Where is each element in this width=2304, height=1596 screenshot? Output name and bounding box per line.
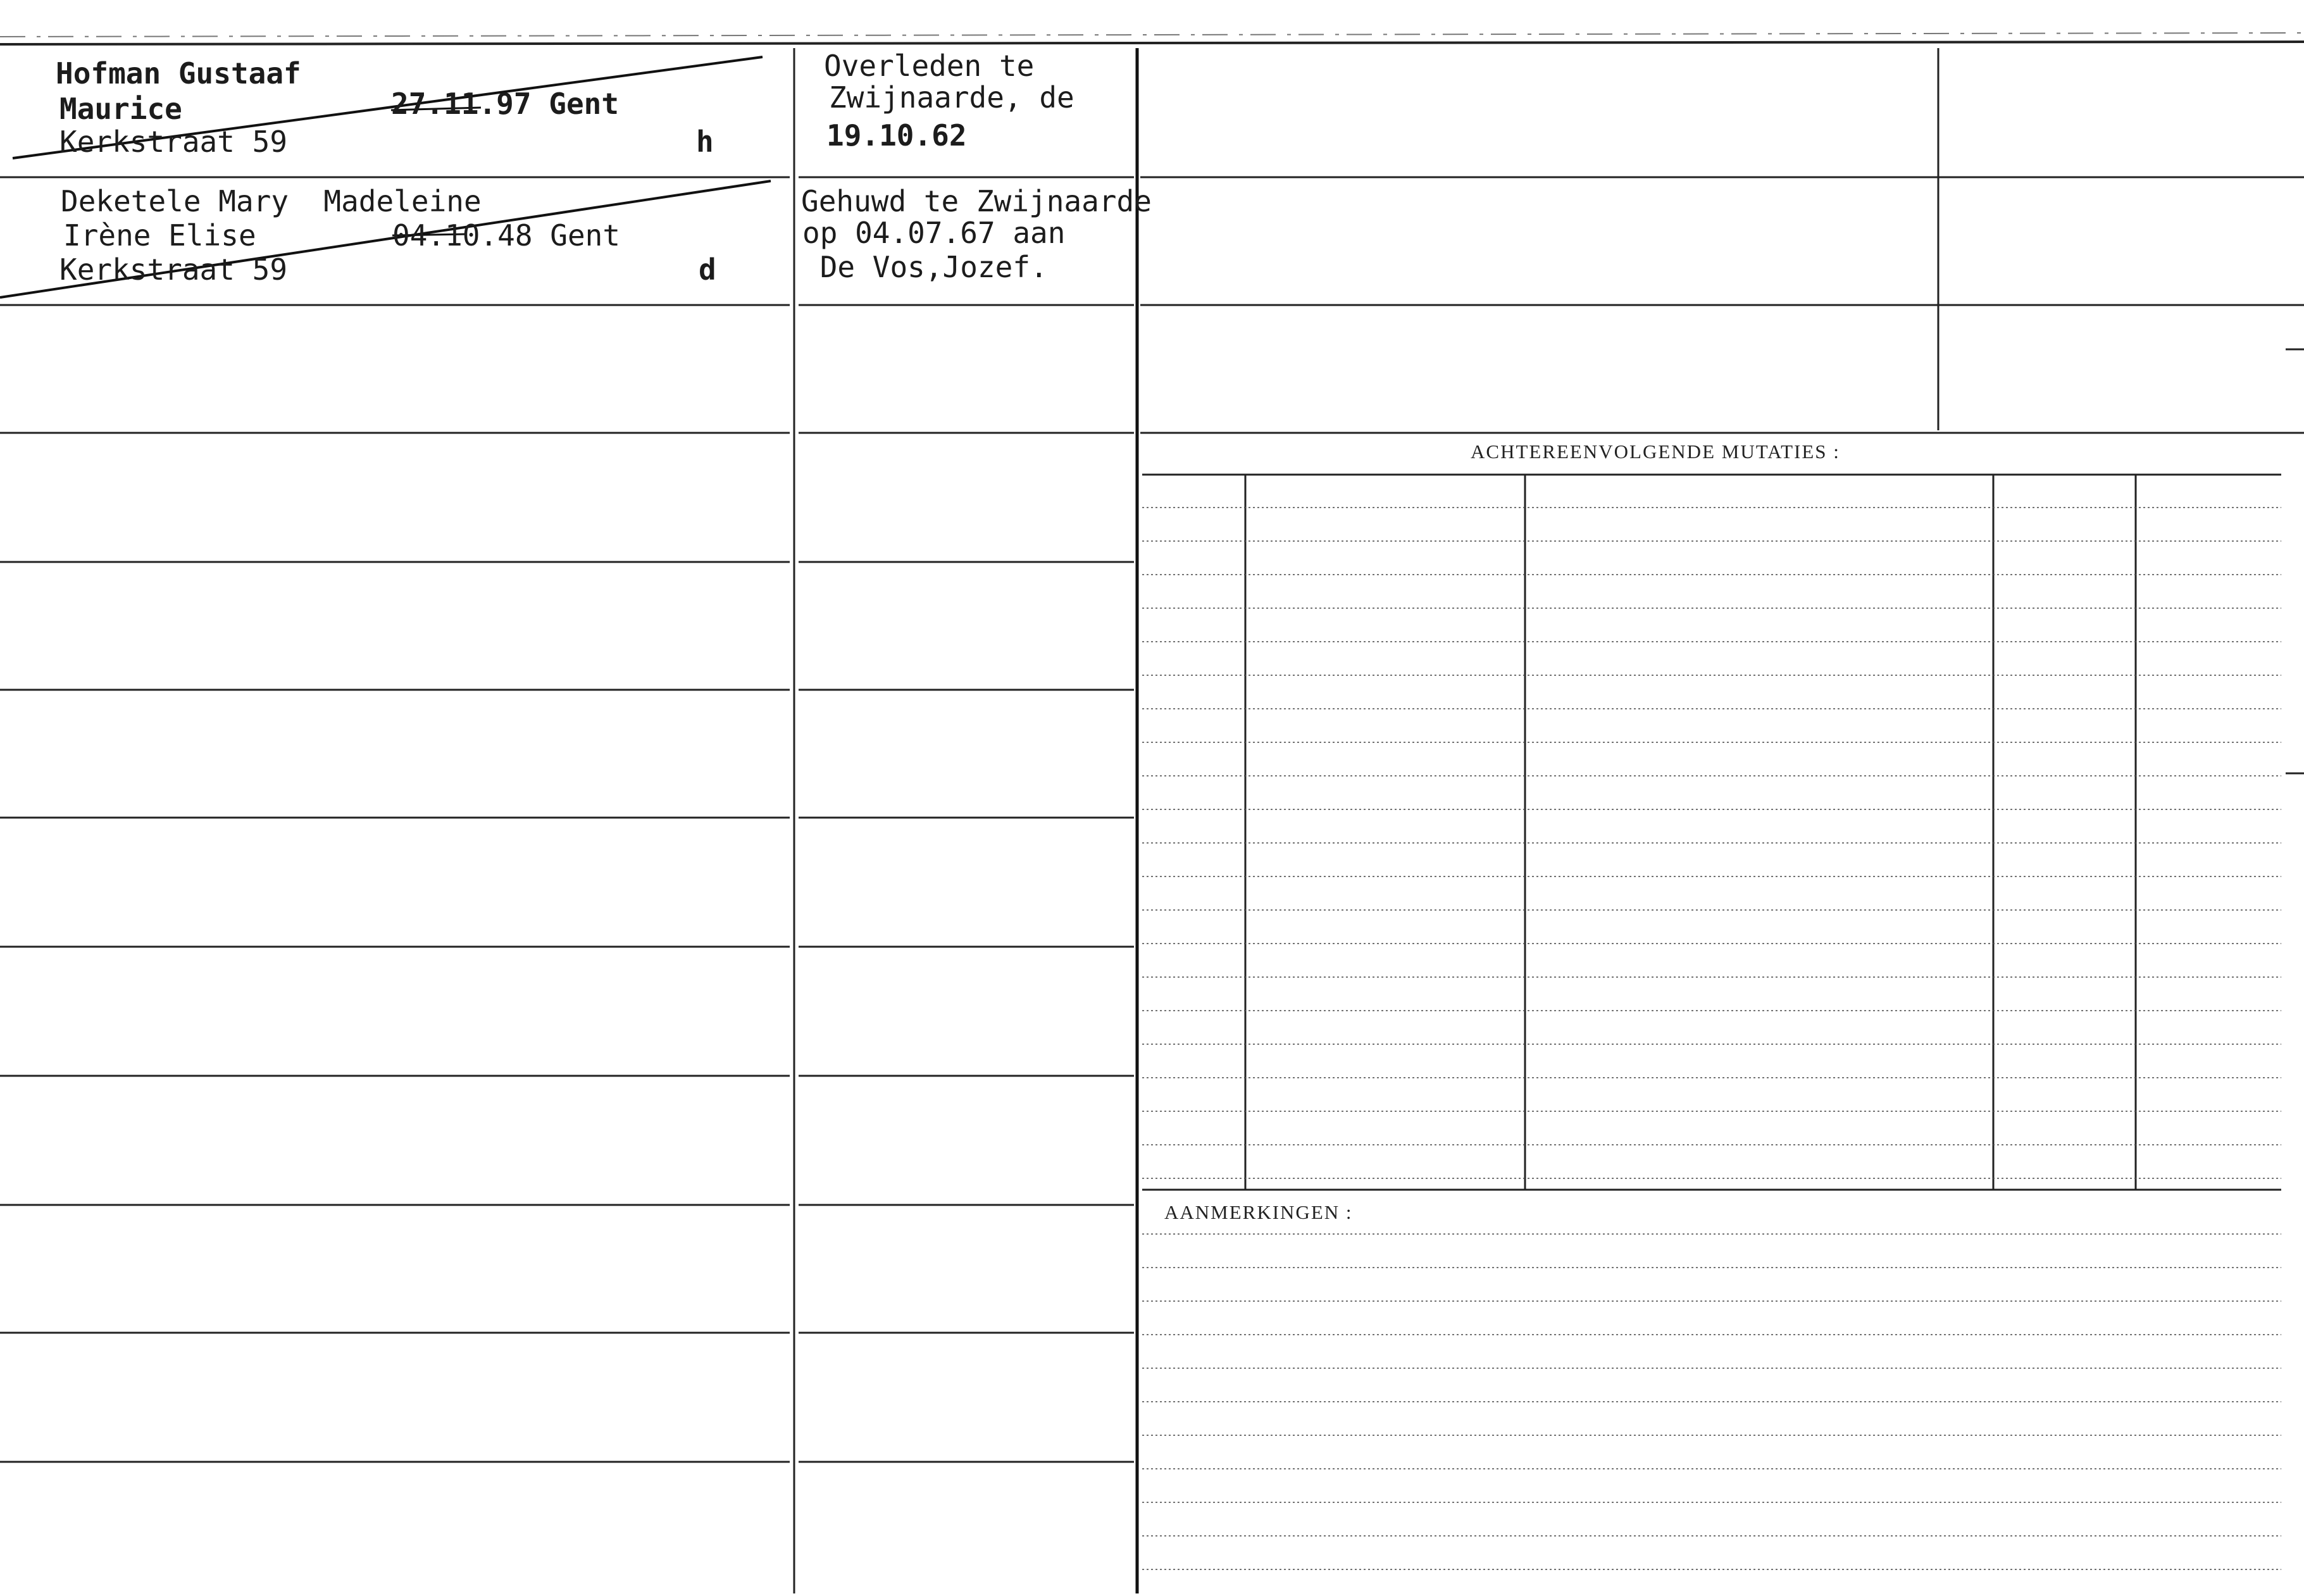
top-edge-line xyxy=(0,42,2304,44)
person-1-remark-line3: 19.10.62 xyxy=(826,118,967,153)
person-1-remark-line1: Overleden te xyxy=(824,49,1035,83)
person-1-remark-line2: Zwijnaarde, de xyxy=(829,80,1074,115)
person-2-remark-line2: op 04.07.67 aan xyxy=(802,216,1066,250)
person-1-name-line2: Maurice xyxy=(59,92,182,126)
person-2-name-line2: Irène Elise xyxy=(63,218,256,252)
remarks-title: AANMERKINGEN : xyxy=(1164,1201,1353,1223)
top-edge-shadow xyxy=(0,33,2304,37)
mutations-title: ACHTEREENVOLGENDE MUTATIES : xyxy=(1471,440,1840,463)
person-2-address: Kerkstraat 59 xyxy=(59,252,288,287)
person-2-birth: 04.10.48 Gent xyxy=(392,218,621,252)
person-2-name-line1: Deketele Mary Madeleine xyxy=(61,184,482,218)
person-2-remark-line1: Gehuwd te Zwijnaarde xyxy=(801,184,1152,218)
person-1-address: Kerkstraat 59 xyxy=(59,125,288,159)
person-1-code: h xyxy=(696,125,714,159)
person-1-birth: 27.11.97 Gent xyxy=(391,87,620,121)
person-2-code: d xyxy=(699,252,716,287)
person-2-remark-line3: De Vos,Jozef. xyxy=(802,250,1048,284)
person-1-name-line1: Hofman Gustaaf xyxy=(56,56,301,90)
